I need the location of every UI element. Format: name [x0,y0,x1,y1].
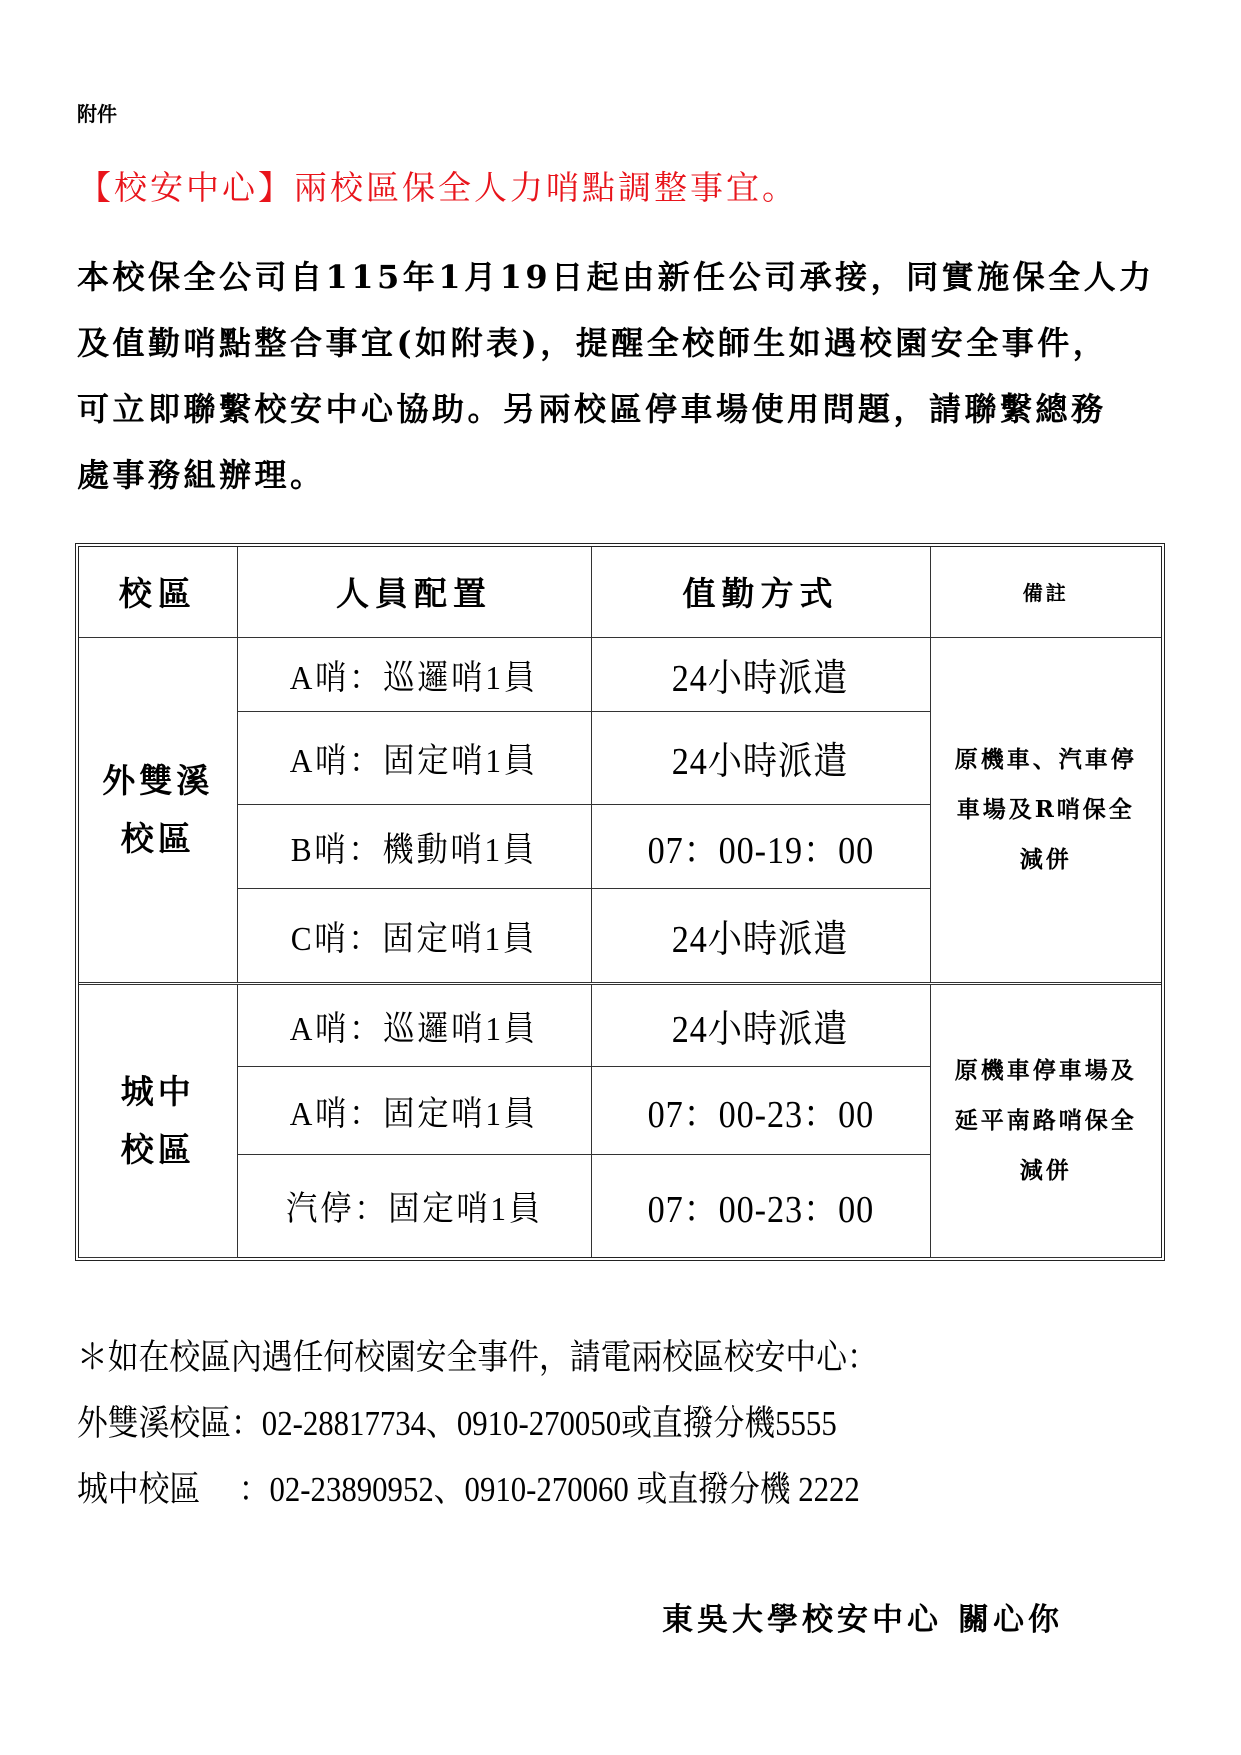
paragraph-line: 及值勤哨點整合事宜(如附表)，提醒全校師生如遇校園安全事件， [77,324,1109,362]
security-roster-table [75,543,1165,1261]
contact-line-waishuangxi: 外雙溪校區：02-28817734、0910-270050或直撥分機5555 [77,1404,837,1443]
duty-cell: 24小時派遣 [591,637,930,711]
duty-cell: 07：00-23：00 [591,1066,930,1154]
staff-cell: A哨：固定哨1員 [237,1066,591,1154]
note-cell: 原機車停車場及 延平南路哨保全 減併 [930,983,1161,1257]
header-staff: 人員配置 [237,547,591,637]
staff-cell: A哨：固定哨1員 [237,711,591,804]
campus-label-line: 校區 [120,1129,195,1169]
note-cell: 原機車、汽車停 車場及R哨保全 減併 [930,637,1161,983]
attachment-label: 附件 [77,102,117,126]
contacts-intro: ＊如在校區內遇任何校園安全事件，請電兩校區校安中心： [77,1338,878,1377]
duty-cell: 24小時派遣 [591,983,930,1066]
contact-line-chengzhong: 城中校區 ：02-23890952、0910-270060 或直撥分機 2222 [77,1470,860,1509]
signature-org: 東吳大學校安中心 [662,1602,942,1638]
table-row [79,983,1161,1066]
campus-label-line: 校區 [120,818,195,858]
duty-cell: 24小時派遣 [591,711,930,804]
staff-cell: A哨：巡邏哨1員 [237,637,591,711]
header-duty: 值勤方式 [591,547,930,637]
campus-cell-chengzhong [79,983,237,1257]
table-header-row [79,547,1161,637]
staff-cell: 汽停：固定哨1員 [237,1154,591,1257]
duty-cell: 07：00-23：00 [591,1154,930,1257]
signature [662,1594,1063,1639]
header-campus: 校區 [79,547,237,637]
signature-message: 關心你 [958,1602,1063,1638]
paragraph-line: 處事務組辦理。 [77,456,326,494]
paragraph-line: 可立即聯繫校安中心協助。另兩校區停車場使用問題，請聯繫總務 [77,390,1107,428]
duty-cell: 07：00-19：00 [591,804,930,888]
staff-cell: C哨：固定哨1員 [237,888,591,983]
header-note: 備註 [930,547,1161,637]
campus-cell-waishuangxi [79,637,237,983]
document-title: 【校安中心】兩校區保全人力哨點調整事宜。 [78,168,798,207]
duty-cell: 24小時派遣 [591,888,930,983]
staff-cell: B哨：機動哨1員 [237,804,591,888]
announcement-paragraph [77,244,1177,508]
paragraph-line: 本校保全公司自115年1月19日起由新任公司承接，同實施保全人力 [77,258,1155,296]
staff-cell: A哨：巡邏哨1員 [237,983,591,1066]
table-row [79,637,1161,711]
campus-label-line: 城中 [120,1071,195,1111]
emergency-contacts [77,1325,1177,1523]
campus-label-line: 外雙溪 [102,760,214,800]
